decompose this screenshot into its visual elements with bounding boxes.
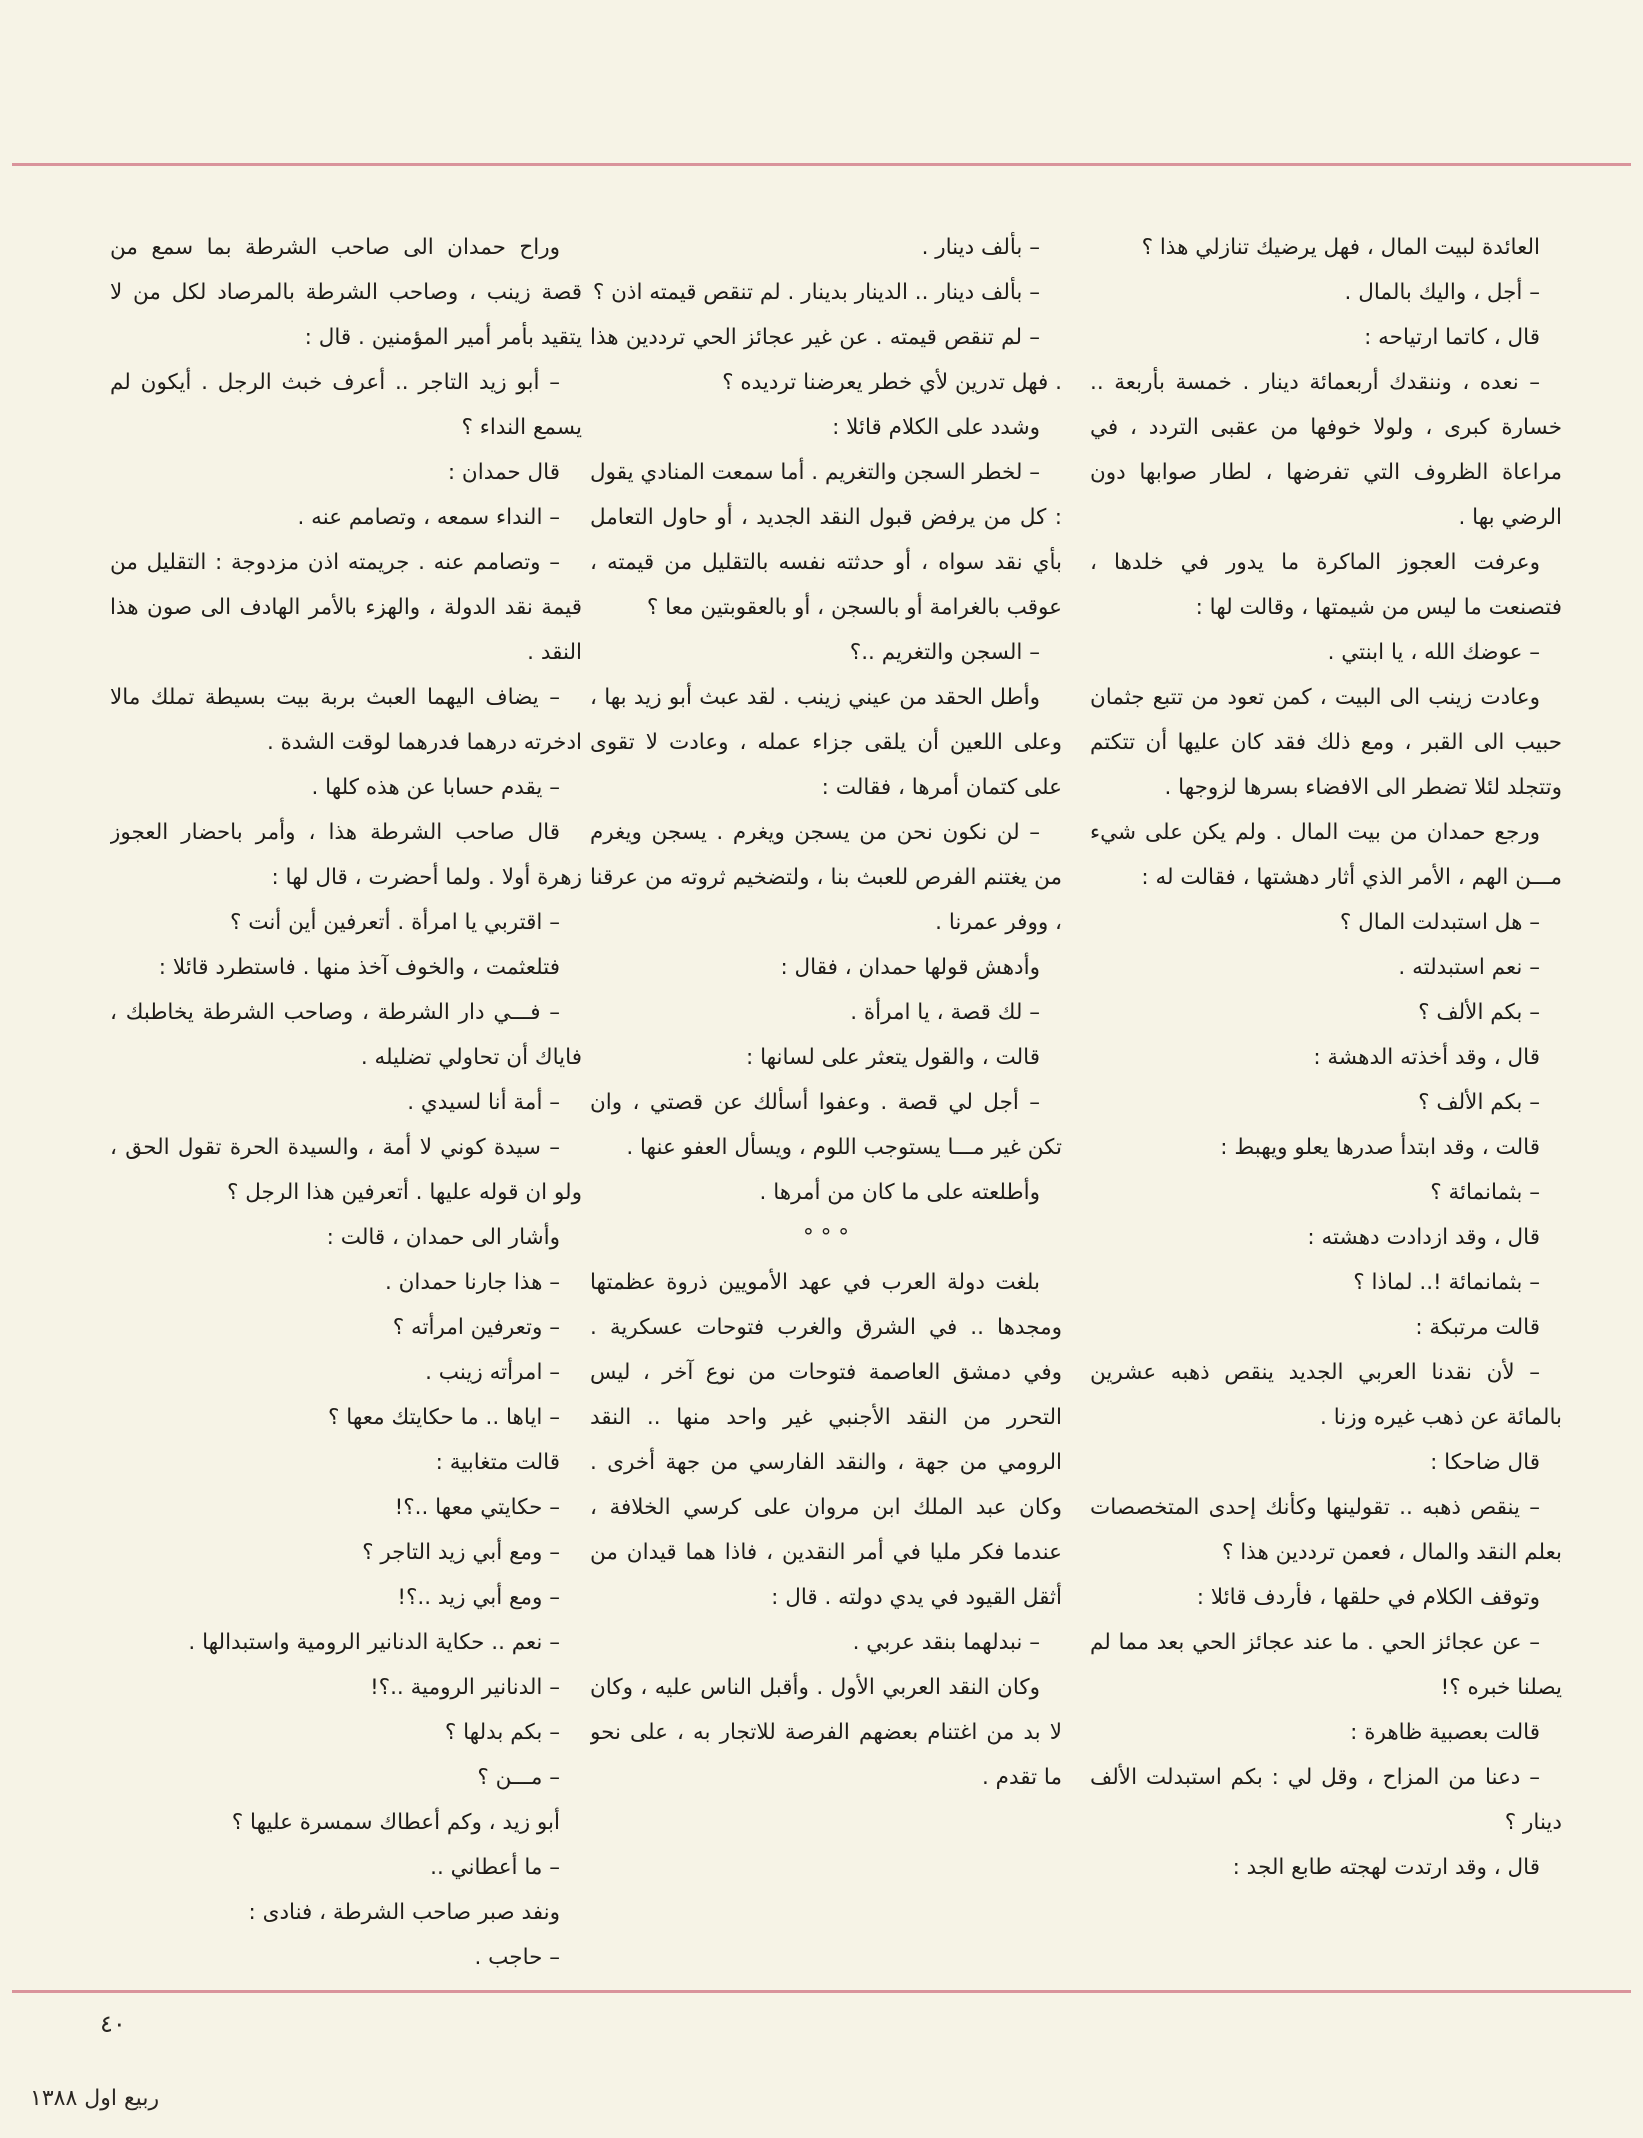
paragraph: – حكايتي معها ..؟! [394, 1495, 560, 1520]
paragraph: – لأن نقدنا العربي الجديد ينقص ذهبه عشرين بالمائة عن ذهب غيره وزنا . [1090, 1360, 1562, 1430]
paragraph: قال ، وقد ازدادت دهشته : [1307, 1225, 1540, 1250]
paragraph: – ينقص ذهبه .. تقولينها وكأنك إحدى المتخصصات بعلم النقد والمال ، فعمن ترددين هذا ؟ [1090, 1495, 1562, 1565]
paragraph: – يضاف اليهما العبث بربة بيت بسيطة تملك مالا ادخرته درهما فدرهما لوقت الشدة . [110, 685, 582, 755]
paragraph: – أجل لي قصة . وعفوا أسألك عن قصتي ، وان تكن غير مـــا يستوجب اللوم ، ويسأل العفو عنها . [590, 1090, 1062, 1160]
paragraph: – مـــن ؟ [477, 1765, 560, 1790]
paragraph: قال صاحب الشرطة هذا ، وأمر باحضار العجوز زهرة أولا . ولما أحضرت ، قال لها : [110, 820, 582, 890]
paragraph: أبو زيد ، وكم أعطاك سمسرة عليها ؟ [231, 1810, 560, 1835]
text-column-right [1090, 225, 1562, 1970]
paragraph: – هذا جارنا حمدان . [384, 1270, 560, 1295]
paragraph: – أجل ، واليك بالمال . [1344, 280, 1540, 305]
paragraph: وراح حمدان الى صاحب الشرطة بما سمع من قصة زينب ، وصاحب الشرطة بالمرصاد لكل من لا يتقيد بأمر أمير المؤمنين . قال : [110, 235, 582, 350]
paragraph: قالت بعصبية ظاهرة : [1350, 1720, 1540, 1745]
paragraph: – سيدة كوني لا أمة ، والسيدة الحرة تقول الحق ، ولو ان قوله عليها . أتعرفين هذا الرجل ؟ [110, 1135, 582, 1205]
paragraph: – دعنا من المزاح ، وقل لي : بكم استبدلت الألف دينار ؟ [1090, 1765, 1562, 1835]
paragraph: – عوضك الله ، يا ابنتي . [1327, 640, 1540, 665]
paragraph: – ومع أبي زيد التاجر ؟ [362, 1540, 560, 1565]
paragraph: – بكم الألف ؟ [1418, 1000, 1540, 1025]
paragraph: – يقدم حسابا عن هذه كلها . [311, 775, 560, 800]
text-column-left [110, 225, 582, 1970]
text-column-middle [590, 225, 1062, 1970]
paragraph: قالت ، وقد ابتدأ صدرها يعلو ويهبط : [1220, 1135, 1540, 1160]
paragraph: وأطلعته على ما كان من أمرها . [759, 1180, 1040, 1205]
paragraph: – بألف دينار . [921, 235, 1040, 260]
paragraph: قالت ، والقول يتعثر على لسانها : [746, 1045, 1040, 1070]
paragraph: – لم تنقص قيمته . عن غير عجائز الحي ترددين هذا . فهل تدرين لأي خطر يعرضنا ترديده ؟ [590, 325, 1062, 395]
paragraph: – وتصامم عنه . جريمته اذن مزدوجة : التقليل من قيمة نقد الدولة ، والهزء بالأمر الهادف الى صون هذا النقد . [110, 550, 582, 665]
paragraph: قال حمدان : [447, 460, 560, 485]
paragraph: – بكم بدلها ؟ [444, 1720, 560, 1745]
paragraph: – لخطر السجن والتغريم . أما سمعت المنادي يقول : كل من يرفض قبول النقد الجديد ، أو حاول التعامل بأي نقد سواه ، أو حدثته نفسه بالتقليل من قيمته ، عوقب بالغرامة أو بالسجن ، أو بالعقوبتين معا ؟ [590, 460, 1062, 620]
paragraph: – وتعرفين امرأته ؟ [392, 1315, 560, 1340]
paragraph: قالت مرتبكة : [1415, 1315, 1540, 1340]
top-divider-line [12, 163, 1631, 166]
bottom-divider-line [12, 1990, 1631, 1993]
paragraph: – بألف دينار .. الدينار بدينار . لم تنقص قيمته اذن ؟ [592, 280, 1040, 305]
paragraph: – حاجب . [474, 1945, 560, 1970]
paragraph: – السجن والتغريم ..؟ [849, 640, 1040, 665]
paragraph: – امرأته زينب . [425, 1360, 560, 1385]
paragraph: قال ضاحكا : [1430, 1450, 1540, 1475]
paragraph: – فـــي دار الشرطة ، وصاحب الشرطة يخاطبك ، فاياك أن تحاولي تضليله . [110, 1000, 582, 1070]
paragraph: – اياها .. ما حكايتك معها ؟ [328, 1405, 560, 1430]
paragraph: – نعده ، وننقدك أربعمائة دينار . خمسة بأربعة .. خسارة كبرى ، ولولا خوفها من عقبى التردد ، في مراعاة الظروف التي تفرضها ، لطار صوابها دون الرضي بها . [1090, 370, 1562, 530]
paragraph: وكان النقد العربي الأول . وأقبل الناس عليه ، وكان لا بد من اغتنام بعضهم الفرصة للاتجار به ، على نحو ما تقدم . [590, 1675, 1062, 1790]
paragraph: – نبدلهما بنقد عربي . [852, 1630, 1040, 1655]
paragraph: فتلعثمت ، والخوف آخذ منها . فاستطرد قائلا : [158, 955, 560, 980]
paragraph: وأشار الى حمدان ، قالت : [326, 1225, 560, 1250]
paragraph: العائدة لبيت المال ، فهل يرضيك تنازلي هذا ؟ [1141, 235, 1540, 260]
paragraph: – الدنانير الرومية ..؟! [370, 1675, 560, 1700]
paragraph: قال ، وقد أخذته الدهشة : [1313, 1045, 1540, 1070]
paragraph: – نعم استبدلته . [1398, 955, 1540, 980]
paragraph: – أبو زيد التاجر .. أعرف خبث الرجل . أيكون لم يسمع النداء ؟ [110, 370, 582, 440]
paragraph: ورجع حمدان من بيت المال . ولم يكن على شيء مـــن الهم ، الأمر الذي أثار دهشتها ، فقالت له : [1090, 820, 1562, 890]
paragraph: – بكم الألف ؟ [1418, 1090, 1540, 1115]
paragraph: – بثمانمائة ؟ [1430, 1180, 1540, 1205]
paragraph: وأدهش قولها حمدان ، فقال : [780, 955, 1040, 980]
paragraph: – اقتربي يا امرأة . أتعرفين أين أنت ؟ [229, 910, 560, 935]
paragraph: – لك قصة ، يا امرأة . [850, 1000, 1040, 1025]
paragraph: وعرفت العجوز الماكرة ما يدور في خلدها ، فتصنعت ما ليس من شيمتها ، وقالت لها : [1090, 550, 1562, 620]
paragraph: ° ° ° [803, 1225, 849, 1250]
paragraph: قال ، وقد ارتدت لهجته طابع الجد : [1232, 1855, 1540, 1880]
page-number: ٤٠ [100, 2010, 126, 2038]
paragraph: بلغت دولة العرب في عهد الأمويين ذروة عظمتها ومجدها .. في الشرق والغرب فتوحات عسكرية . وفي دمشق العاصمة فتوحات من نوع آخر ، ليس التحرر من النقد الأجنبي غير واحد منها .. النقد الرومي من جهة ، والنقد الفارسي من جهة أخرى . وكان عبد الملك ابن مروان على كرسي الخلافة ، عندما فكر مليا في أمر النقدين ، فاذا هما قيدان من أثقل القيود في يدي دولته . قال : [590, 1270, 1062, 1610]
paragraph: – ومع أبي زيد ..؟! [397, 1585, 560, 1610]
paragraph: – نعم .. حكاية الدنانير الرومية واستبدالها . [188, 1630, 560, 1655]
paragraph: – هل استبدلت المال ؟ [1339, 910, 1540, 935]
paragraph: – أمة أنا لسيدي . [407, 1090, 560, 1115]
paragraph: – بثمانمائة !.. لماذا ؟ [1353, 1270, 1540, 1295]
paragraph: – عن عجائز الحي . ما عند عجائز الحي بعد مما لم يصلنا خبره ؟! [1090, 1630, 1562, 1700]
issue-date: ربيع اول ١٣٨٨ [30, 2086, 160, 2111]
paragraph: – لن نكون نحن من يسجن ويغرم . يسجن ويغرم من يغتنم الفرص للعبث بنا ، ولتضخيم ثروته من عرقنا ، ووفر عمرنا . [590, 820, 1062, 935]
paragraph: – النداء سمعه ، وتصامم عنه . [297, 505, 560, 530]
paragraph: وتوقف الكلام في حلقها ، فأردف قائلا : [1196, 1585, 1540, 1610]
paragraph: قالت متغابية : [435, 1450, 560, 1475]
paragraph: ونفد صبر صاحب الشرطة ، فنادى : [248, 1900, 560, 1925]
paragraph: – ما أعطاني .. [430, 1855, 560, 1880]
paragraph: وشدد على الكلام قائلا : [832, 415, 1040, 440]
paragraph: وأطل الحقد من عيني زينب . لقد عبث أبو زيد بها ، وعلى اللعين أن يلقى جزاء عمله ، وعادت لا تقوى على كتمان أمرها ، فقالت : [590, 685, 1062, 800]
paragraph: وعادت زينب الى البيت ، كمن تعود من تتبع جثمان حبيب الى القبر ، ومع ذلك فقد كان عليها أن تتكتم وتتجلد لئلا تضطر الى الافضاء بسرها لزوجها . [1090, 685, 1562, 800]
paragraph: قال ، كاتما ارتياحه : [1364, 325, 1540, 350]
